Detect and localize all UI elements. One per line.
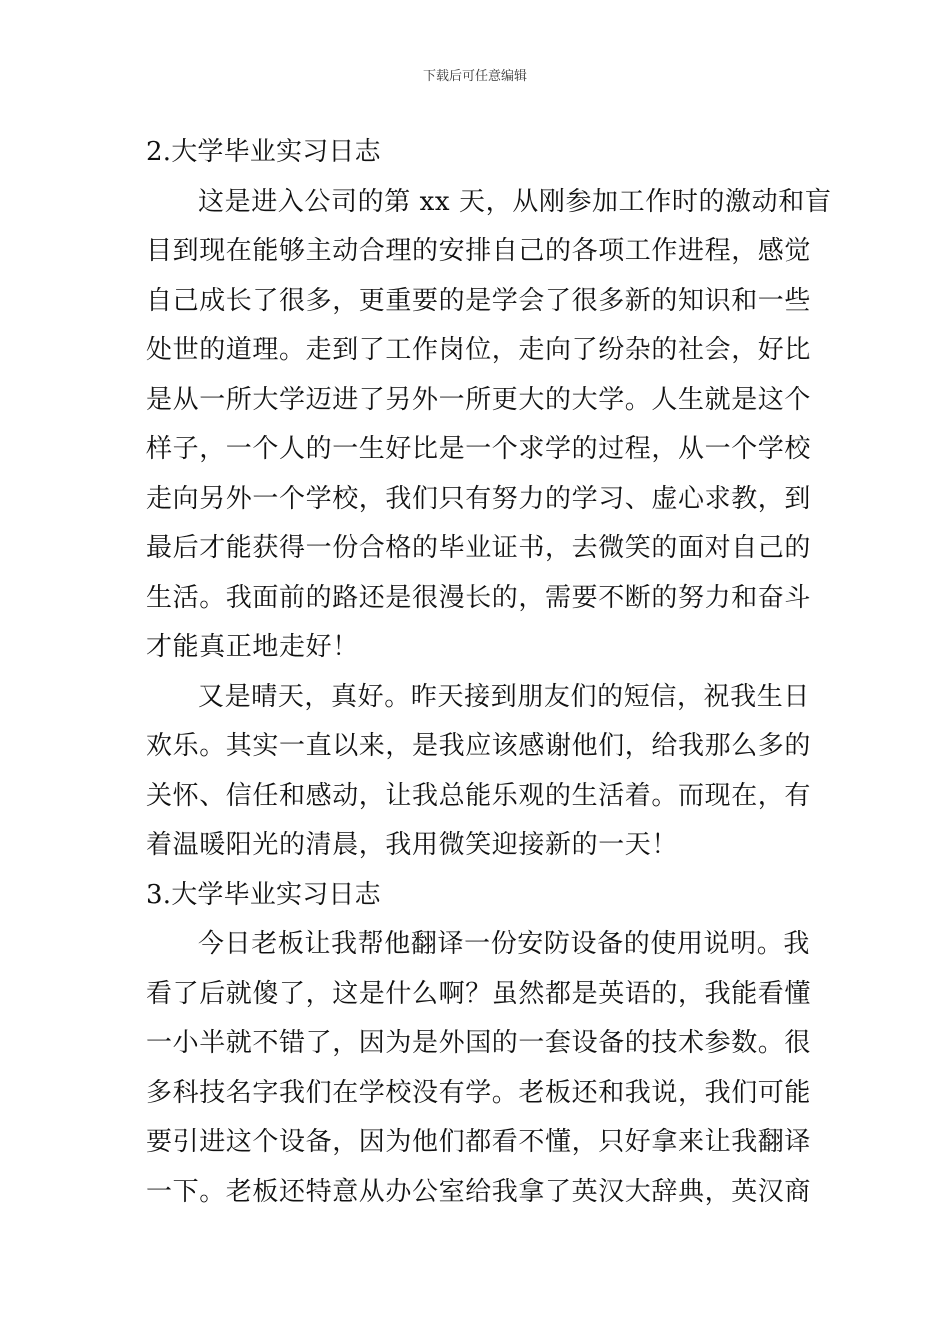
paragraph-line: 最后才能获得一份合格的毕业证书，去微笑的面对自己的 <box>146 533 812 563</box>
paragraph-line: 目到现在能够主动合理的安排自己的各项工作进程，感觉 <box>146 236 812 266</box>
paragraph-line: 又是晴天，真好。昨天接到朋友们的短信，祝我生日 <box>198 681 810 712</box>
paragraph-line: 这是进入公司的第 xx 天，从刚参加工作时的激动和盲 <box>198 186 832 217</box>
paragraph-line: 样子，一个人的一生好比是一个求学的过程，从一个学校 <box>146 434 812 464</box>
paragraph-line: 一小半就不错了，因为是外国的一套设备的技术参数。很 <box>146 1028 812 1058</box>
paragraph-line: 自己成长了很多，更重要的是学会了很多新的知识和一些 <box>146 285 812 316</box>
paragraph-line: 走向另外一个学校，我们只有努力的学习、虚心求教，到 <box>146 483 812 514</box>
paragraph-line: 要引进这个设备，因为他们都看不懂，只好拿来让我翻译 <box>146 1127 812 1157</box>
paragraph-line: 生活。我面前的路还是很漫长的，需要不断的努力和奋斗 <box>146 582 812 613</box>
paragraph-line: 是从一所大学迈进了另外一所更大的大学。人生就是这个 <box>146 384 812 415</box>
section-heading-2: 2.大学毕业实习日志 <box>146 137 381 167</box>
paragraph-line: 欢乐。其实一直以来，是我应该感谢他们，给我那么多的 <box>146 731 812 761</box>
paragraph-line: 处世的道理。走到了工作岗位，走向了纷杂的社会，好比 <box>146 335 812 365</box>
page-header-note: 下载后可任意编辑 <box>422 69 527 84</box>
document-body <box>146 128 832 1217</box>
paragraph-line: 今日老板让我帮他翻译一份安防设备的使用说明。我 <box>198 929 810 959</box>
paragraph-line: 着温暖阳光的清晨，我用微笑迎接新的一天！ <box>146 830 679 860</box>
paragraph-line: 多科技名字我们在学校没有学。老板还和我说，我们可能 <box>146 1077 812 1108</box>
paragraph-line: 才能真正地走好！ <box>146 632 359 662</box>
paragraph-line: 看了后就傻了，这是什么啊？虽然都是英语的，我能看懂 <box>146 978 812 1009</box>
section-heading-3: 3.大学毕业实习日志 <box>146 879 381 910</box>
paragraph-line: 一下。老板还特意从办公室给我拿了英汉大辞典，英汉商 <box>146 1176 812 1207</box>
paragraph-line: 关怀、信任和感动，让我总能乐观的生活着。而现在，有 <box>146 780 812 811</box>
